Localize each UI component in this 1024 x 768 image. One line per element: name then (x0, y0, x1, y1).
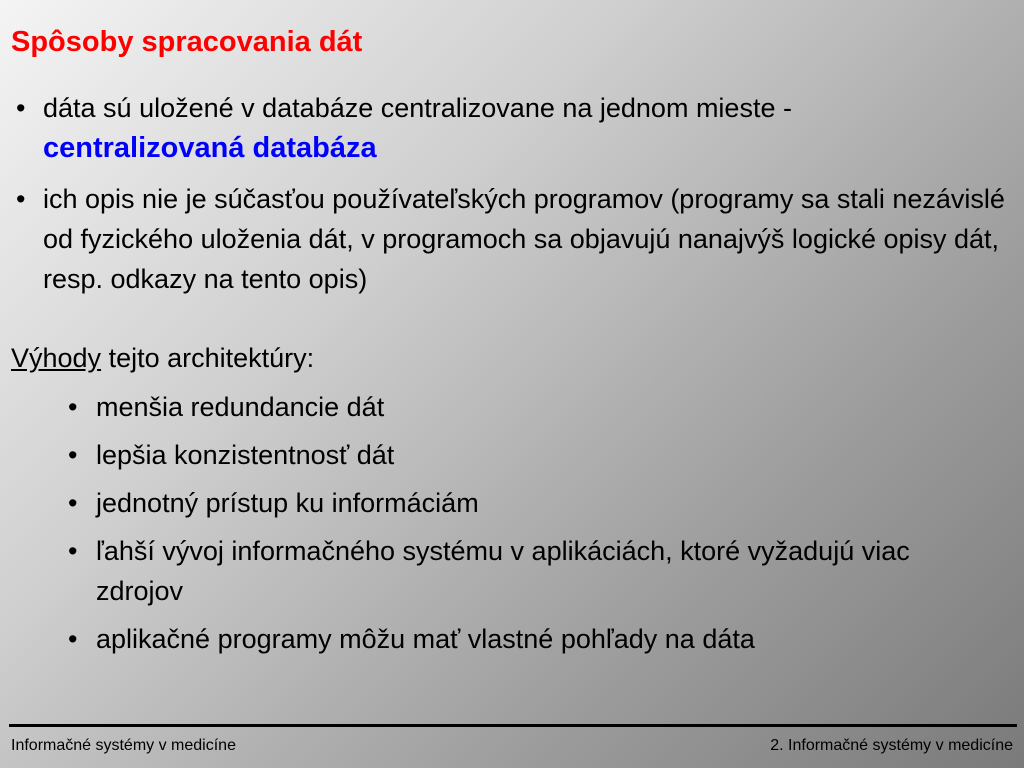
advantage-item (0, 387, 1024, 427)
advantage-text: jednotný prístup ku informáciám (96, 488, 479, 518)
bullet-icon: • (68, 488, 78, 518)
footer-divider (9, 724, 1017, 727)
bullet-icon: • (16, 93, 26, 123)
advantage-item (0, 619, 1024, 659)
footer-right-text: 2. Informačné systémy v medicíne (770, 737, 1013, 754)
bullet-icon: • (16, 184, 26, 214)
main-bullet-list (0, 88, 1024, 310)
bullet-icon: • (68, 624, 78, 654)
advantages-heading-rest: tejto architektúry: (101, 343, 315, 373)
advantages-heading (11, 338, 314, 378)
advantage-text: menšia redundancie dát (96, 392, 385, 422)
advantage-item (0, 435, 1024, 475)
bullet-icon: • (68, 440, 78, 470)
advantage-item (0, 531, 1024, 611)
highlight-term: centralizovaná databáza (43, 132, 377, 164)
slide-title: Spôsoby spracovania dát (11, 26, 363, 58)
advantages-list (0, 387, 1024, 667)
bullet-icon: • (68, 392, 78, 422)
bullet-point-2 (0, 179, 1024, 299)
bullet-point-2-text: ich opis nie je súčasťou používateľských programov (programy sa stali nezávislé od fyzického uloženia dát, v programoch sa objavujú nanajvýš logické opisy dát, resp. odkazy na tento opis) (43, 184, 1005, 294)
advantage-text: ľahší vývoj informačného systému v aplikáciách, ktoré vyžadujú viac zdrojov (96, 536, 910, 606)
advantage-text: lepšia konzistentnosť dát (96, 440, 395, 470)
bullet-icon: • (68, 536, 78, 566)
advantage-item (0, 483, 1024, 523)
advantage-text: aplikačné programy môžu mať vlastné pohľady na dáta (96, 624, 755, 654)
bullet-point-1 (0, 88, 1024, 168)
footer-left-text: Informačné systémy v medicíne (11, 737, 236, 754)
bullet-point-1-text: dáta sú uložené v databáze centralizovane na jednom mieste - (43, 93, 792, 123)
advantages-heading-underlined: Výhody (11, 343, 102, 373)
